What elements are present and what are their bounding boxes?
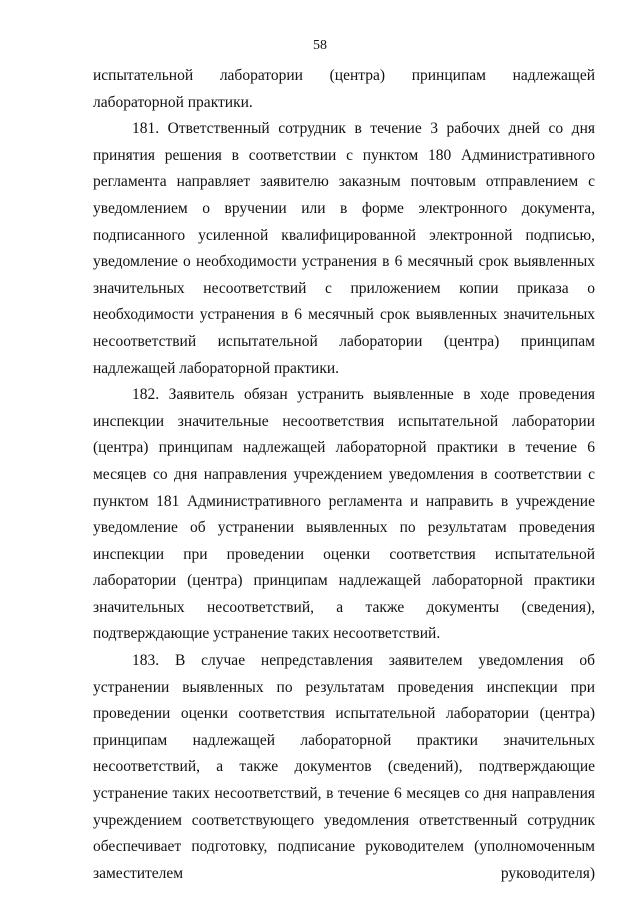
paragraph-182: 182. Заявитель обязан устранить выявленные в ходе проведения инспекции значительные несоответствия испытательной лаборатории (центра) принципам надлежащей лабораторной практики в течение 6 месяцев со дня направления учреждением уведомления в соответствии с пунктом 181 Административного регламента и направить в учреждение уведомление об устранении выявленных по результатам проведения инспекции при проведении оценки соответствия испытательной лаборатории (центра) принципам надлежащей лабораторной практики значительных несоответствий, а также документы (сведения), подтверждающие устранение таких несоответствий. bbox=[93, 386, 595, 643]
paragraph-continuation: испытательной лаборатории (центра) принципам надлежащей лабораторной практики. bbox=[93, 67, 595, 111]
document-body bbox=[93, 63, 595, 887]
paragraph-181: 181. Ответственный сотрудник в течение 3 рабочих дней со дня принятия решения в соответствии с пунктом 180 Административного регламента направляет заявителю заказным почтовым отправлением с уведомлением о вручении или в форме электронного документа, подписанного усиленной квалифицированной электронной подписью, уведомление о необходимости устранения в 6 месячный срок выявленных значительных несоответствий с приложением копии приказа о необходимости устранения в 6 месячный срок выявленных значительных несоответствий испытательной лаборатории (центра) принципам надлежащей лабораторной практики. bbox=[93, 120, 595, 377]
paragraph-183: 183. В случае непредставления заявителем уведомления об устранении выявленных по результатам проведения инспекции при проведении оценки соответствия испытательной лаборатории (центра) принципам надлежащей лабораторной практики значительных несоответствий, а также документов (сведений), подтверждающие устранение таких несоответствий, в течение 6 месяцев со дня направления учреждением соответствующего уведомления ответственный сотрудник обеспечивает подготовку, подписание руководителем (уполномоченным заместителем руководителя) bbox=[93, 652, 595, 882]
page-number: 58 bbox=[313, 38, 327, 53]
